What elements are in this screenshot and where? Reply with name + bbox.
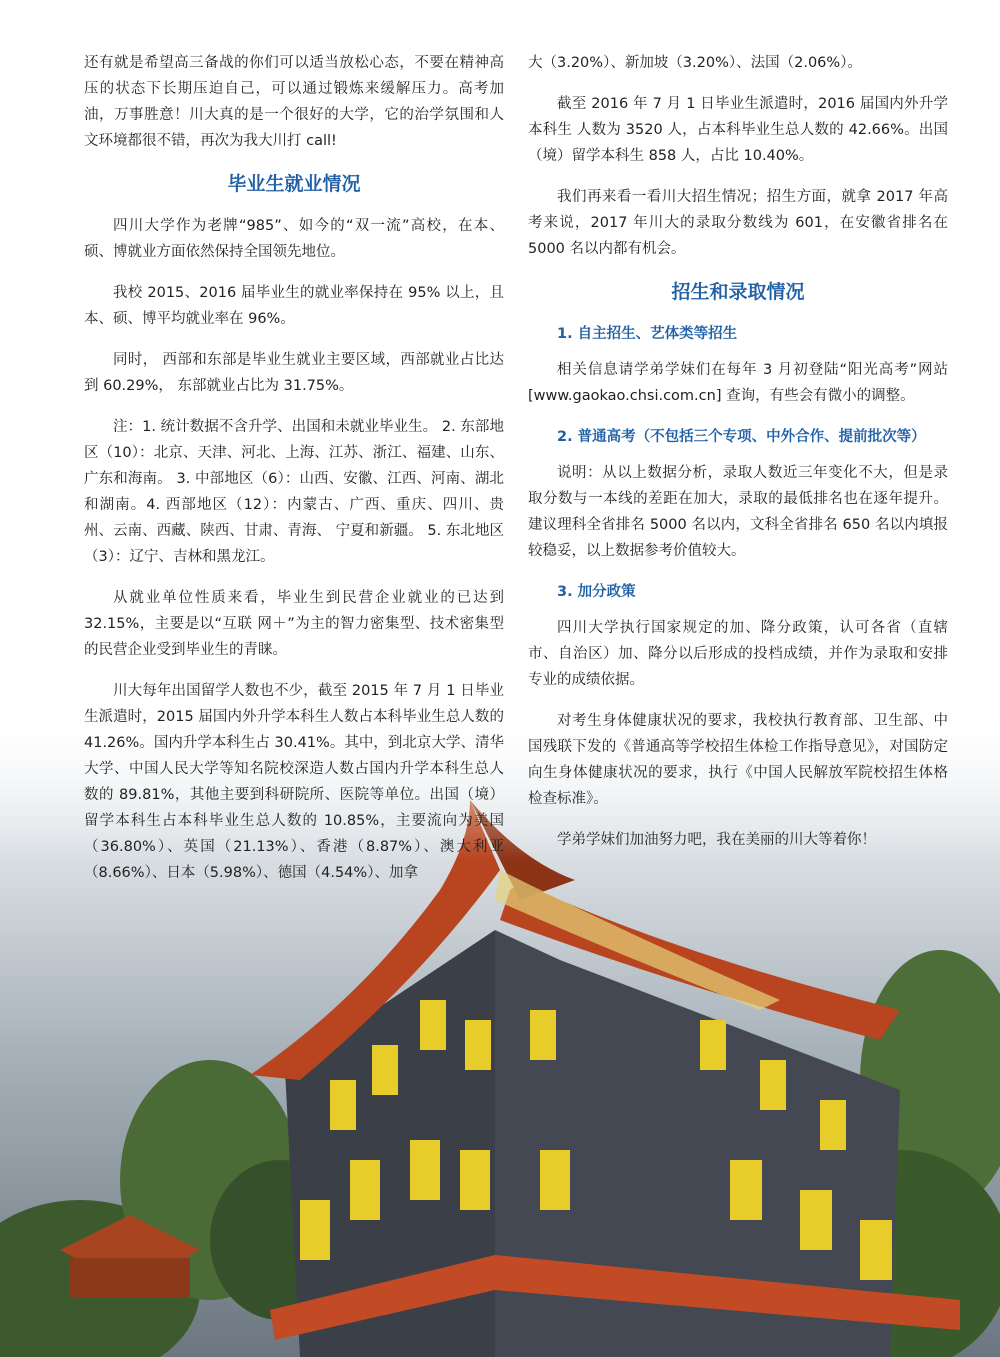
right-paragraph-6: 对考生身体健康状况的要求，我校执行教育部、卫生部、中国残联下发的《普通高等学校招生体检工作指导意见》，对国防定向生身体健康状况的要求，执行《中国人民解放军院校招生体格检查标准》。 [528,713,948,807]
right-paragraph-2: 我们再来看一看川大招生情况；招生方面，就拿 2017 年高考来说，2017 年川大的录取分数线为 601，在安徽省排名在 5000 名以内都有机会。 [528,189,948,257]
right-paragraph-3: 相关信息请学弟学妹们在每年 3 月初登陆“阳光高考”网站 [www.gaokao.chsi.com.cn] 查询，有些会有微小的调整。 [528,362,948,404]
left-paragraph-3: 同时， 西部和东部是毕业生就业主要区域，西部就业占比达到 60.29%， 东部就业占比为 31.75%。 [84,352,504,394]
left-paragraph-0: 还有就是希望高三备战的你们可以适当放松心态，不要在精神高压的状态下长期压迫自己，可以通过锻炼来缓解压力。高考加油，万事胜意！川大真的是一个很好的大学，它的治学氛围和人文环境都很不错，再次为我大川打 call! [84,55,504,149]
right-paragraph-1: 截至 2016 年 7 月 1 日毕业生派遣时，2016 届国内外升学本科生 人数为 3520 人，占本科毕业生总人数的 42.66%。出国（境）留学本科生 858 人，占比 10.40%。 [528,96,948,164]
left-paragraph-6: 川大每年出国留学人数也不少，截至 2015 年 7 月 1 日毕业生派遣时，2015 届国内外升学本科生人数占本科毕业生总人数的 41.26%。国内升学本科生占 30.41%。其中，到北京大学、清华大学、中国人民大学等知名院校深造人数占国内升学本科生总人数的 89.81%，其他主要到科研院所、医院等单位。出国（境）留学本科生占本科毕业生总人数的 10.85%，主要流向为美国（36.80%）、英国（21.13%）、香港（8.87%）、澳大利亚（8.66%）、日本（5.98%）、德国（4.54%）、加拿 [84,683,504,881]
left-paragraph-1: 四川大学作为老牌“985”、如今的“双一流”高校，在本、硕、博就业方面依然保持全国领先地位。 [84,218,504,260]
left-paragraph-5: 从就业单位性质来看，毕业生到民营企业就业的已达到 32.15%，主要是以“互联 网＋”为主的智力密集型、技术密集型的民营企业受到毕业生的青睐。 [84,590,504,658]
section-heading-employment: 毕业生就业情况 [227,173,361,195]
right-paragraph-4: 说明：从以上数据分析，录取人数近三年变化不大，但是录取分数与一本线的差距在加大，录取的最低排名也在逐年提升。建议理科全省排名 5000 名以内，文科全省排名 650 名以内填报较稳妥，以上数据参考价值较大。 [528,465,948,559]
right-paragraph-5: 四川大学执行国家规定的加、降分政策，认可各省（直辖市、自治区）加、降分以后形成的投档成绩，并作为录取和安排专业的成绩依据。 [528,620,948,688]
subheading-general-exam: 2. 普通高考（不包括三个专项、中外合作、提前批次等） [557,429,926,445]
subheading-bonus-policy: 3. 加分政策 [557,584,636,600]
left-column [84,50,504,901]
right-paragraph-7: 学弟学妹们加油努力吧，我在美丽的川大等着你！ [557,832,876,848]
left-paragraph-4: 注：1. 统计数据不含升学、出国和未就业毕业生。 2. 东部地区（10）：北京、天津、河北、上海、江苏、浙江、福建、山东、广东和海南。 3. 中部地区（6）：山西、安徽、江西、河南、湖北和湖南。4. 西部地区（12）：内蒙古、广西、重庆、四川、贵州、云南、西藏、陕西、甘肃、青海、 宁夏和新疆。 5. 东北地区（3）：辽宁、吉林和黑龙江。 [84,419,504,565]
subheading-independent-admission: 1. 自主招生、艺体类等招生 [557,326,738,342]
right-column [528,50,948,868]
left-paragraph-2: 我校 2015、2016 届毕业生的就业率保持在 95% 以上，且本、硕、博平均就业率在 96%。 [84,285,504,327]
section-heading-admission: 招生和录取情况 [671,281,805,303]
right-paragraph-0: 大（3.20%）、新加坡（3.20%）、法国（2.06%）。 [528,55,862,71]
